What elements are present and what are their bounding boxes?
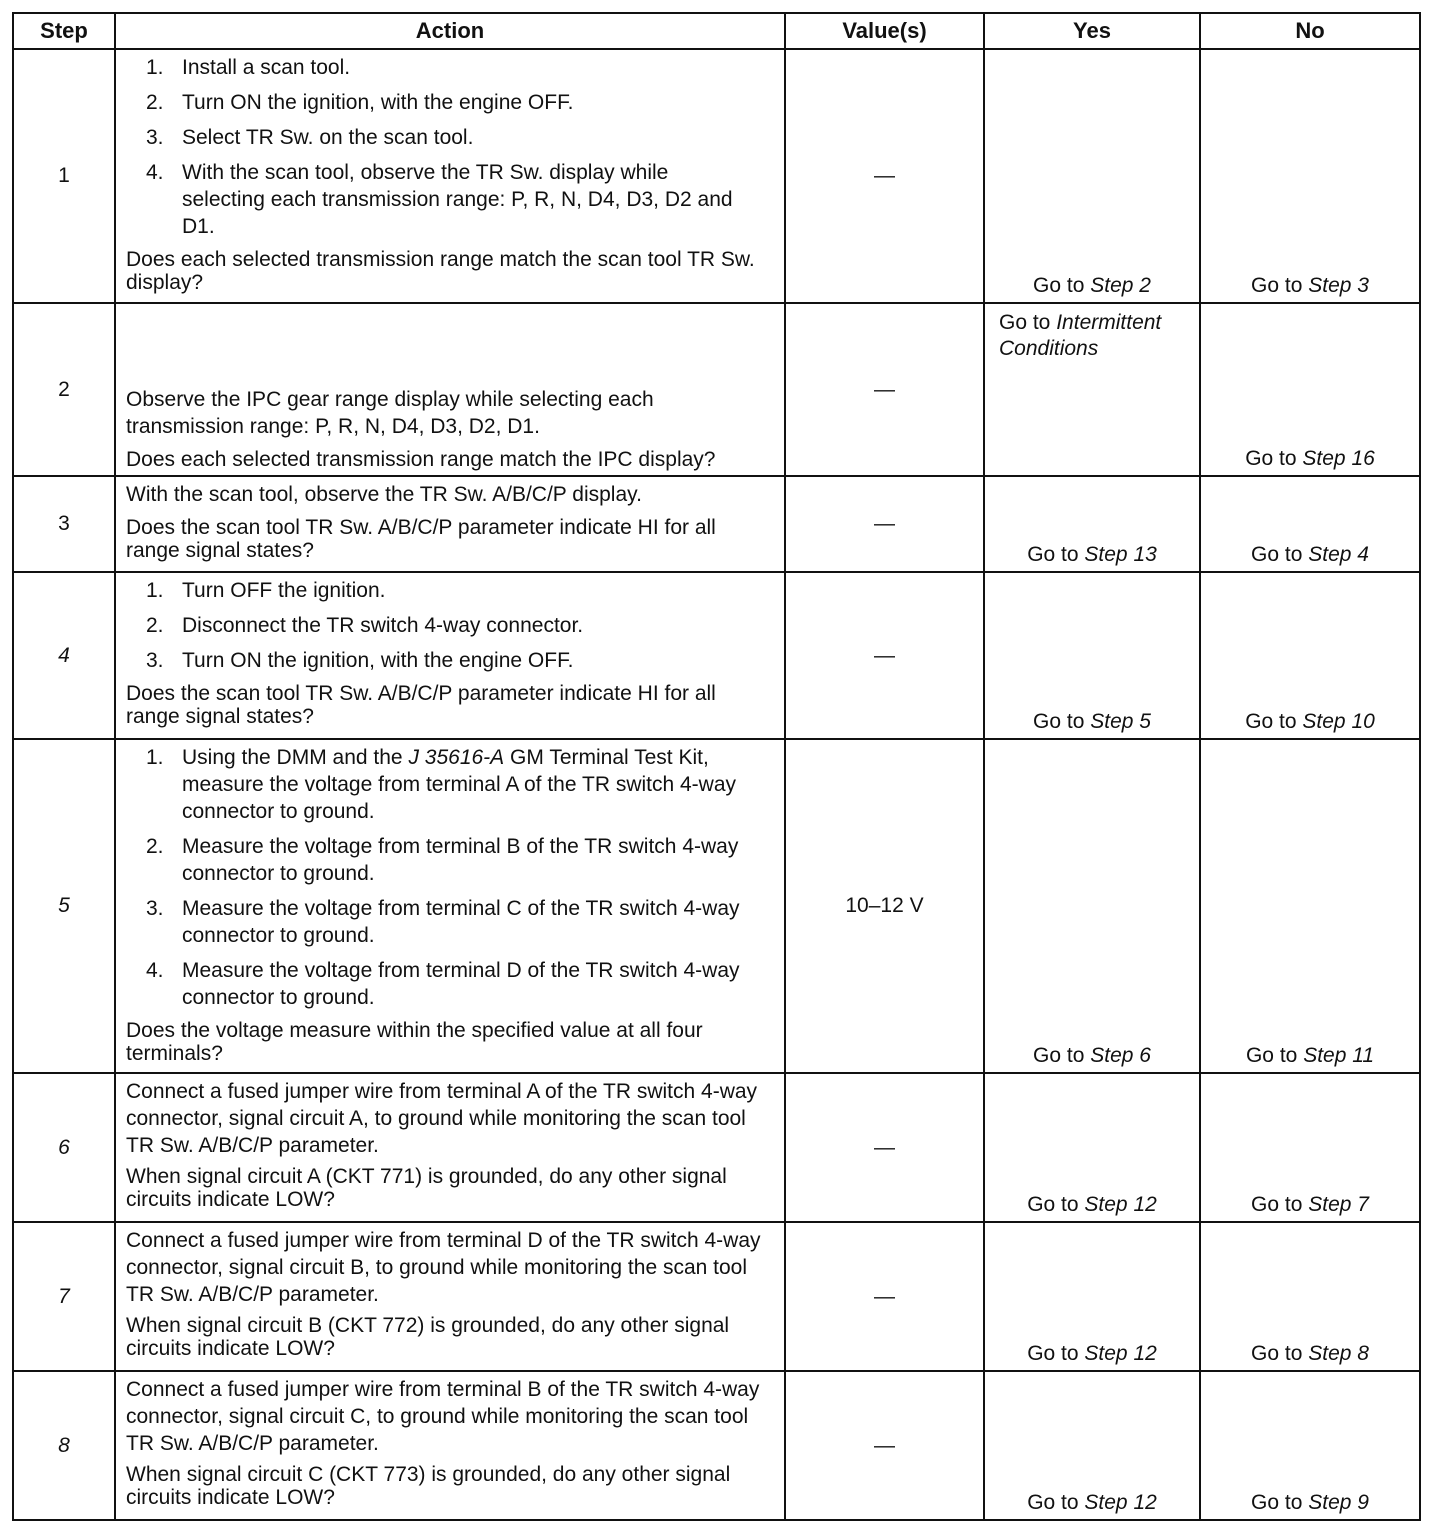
yes-cell: Go to Step 6	[984, 739, 1200, 1073]
value-cell: —	[785, 476, 984, 572]
table-row	[13, 739, 1420, 1073]
action-cell	[115, 572, 785, 739]
action-question: When signal circuit C (CKT 773) is grounded, do any other signal circuits indicate LOW?	[126, 1463, 731, 1509]
no-cell: Go to Step 3	[1200, 49, 1420, 303]
no-cell: Go to Step 9	[1200, 1371, 1420, 1520]
header-yes: Yes	[984, 13, 1200, 49]
action-cell	[115, 1222, 785, 1371]
action-item: 4. Measure the voltage from terminal D of the TR switch 4-way connector to ground.	[146, 959, 740, 1009]
value-cell: 10–12 V	[785, 739, 984, 1073]
action-question: Does each selected transmission range match the IPC display?	[126, 448, 716, 471]
value-cell: —	[785, 1073, 984, 1222]
action-paragraph: With the scan tool, observe the TR Sw. A/B/C/P display.	[126, 483, 642, 506]
step-number: 8	[13, 1371, 115, 1520]
step-number: 1	[13, 49, 115, 303]
header-values: Value(s)	[785, 13, 984, 49]
step-reference: Step 4	[1308, 543, 1369, 566]
step-reference: Step 12	[1084, 1193, 1157, 1216]
action-item: 2. Measure the voltage from terminal B of the TR switch 4-way connector to ground.	[146, 835, 739, 885]
header-no: No	[1200, 13, 1420, 49]
step-reference: Step 3	[1308, 274, 1369, 297]
no-cell: Go to Step 16	[1200, 303, 1420, 476]
step-reference: Step 9	[1308, 1491, 1369, 1514]
yes-cell: Go to Step 12	[984, 1073, 1200, 1222]
action-paragraph: Observe the IPC gear range display while selecting each transmission range: P, R, N, D4, D3, D2, D1.	[126, 388, 654, 438]
action-item: 2. Turn ON the ignition, with the engine OFF.	[146, 91, 574, 114]
step-reference: Intermittent Conditions	[999, 311, 1162, 360]
no-cell: Go to Step 7	[1200, 1073, 1420, 1222]
action-question: Does the scan tool TR Sw. A/B/C/P parameter indicate HI for all range signal states?	[126, 682, 716, 728]
yes-cell: Go to Step 5	[984, 572, 1200, 739]
action-item: 3. Turn ON the ignition, with the engine OFF.	[146, 649, 574, 672]
step-number: 2	[13, 303, 115, 476]
step-number: 7	[13, 1222, 115, 1371]
diagnostic-table	[12, 12, 1421, 1521]
step-reference: Step 7	[1308, 1193, 1369, 1216]
action-cell	[115, 303, 785, 476]
action-paragraph: Connect a fused jumper wire from terminal D of the TR switch 4-way connector, signal circuit B, to ground while monitoring the scan tool TR Sw. A/B/C/P parameter.	[126, 1229, 761, 1306]
yes-cell: Go to Intermittent Conditions	[984, 303, 1200, 476]
step-number: 5	[13, 739, 115, 1073]
step-reference: Step 12	[1084, 1491, 1157, 1514]
table-row	[13, 1073, 1420, 1222]
action-cell	[115, 476, 785, 572]
no-cell: Go to Step 10	[1200, 572, 1420, 739]
step-reference: Step 12	[1084, 1342, 1157, 1365]
table-row	[13, 49, 1420, 303]
action-question: When signal circuit B (CKT 772) is grounded, do any other signal circuits indicate LOW?	[126, 1314, 730, 1360]
step-reference: Step 5	[1090, 710, 1151, 733]
table-row	[13, 572, 1420, 739]
action-item: 2. Disconnect the TR switch 4-way connector.	[146, 614, 584, 637]
table-row	[13, 476, 1420, 572]
action-item: 3. Select TR Sw. on the scan tool.	[146, 126, 474, 149]
step-reference: Step 16	[1302, 447, 1375, 470]
value-cell: —	[785, 1222, 984, 1371]
step-reference: Step 11	[1303, 1044, 1375, 1067]
action-question: Does the scan tool TR Sw. A/B/C/P parameter indicate HI for all range signal states?	[126, 516, 716, 562]
step-reference: Step 2	[1090, 274, 1151, 297]
step-reference: Step 13	[1084, 543, 1157, 566]
value-cell: —	[785, 49, 984, 303]
no-cell: Go to Step 11	[1200, 739, 1420, 1073]
header-action: Action	[115, 13, 785, 49]
yes-cell: Go to Step 13	[984, 476, 1200, 572]
header-step: Step	[13, 13, 115, 49]
action-cell	[115, 739, 785, 1073]
step-reference: Step 6	[1090, 1044, 1151, 1067]
action-cell	[115, 1371, 785, 1520]
action-cell	[115, 1073, 785, 1222]
step-reference: Step 8	[1308, 1342, 1369, 1365]
action-paragraph: Connect a fused jumper wire from terminal A of the TR switch 4-way connector, signal circuit A, to ground while monitoring the scan tool TR Sw. A/B/C/P parameter.	[126, 1080, 758, 1157]
action-item: 4. With the scan tool, observe the TR Sw. display while selecting each transmission range: P, R, N, D4, D3, D2 and D1.	[146, 161, 733, 238]
yes-cell: Go to Step 12	[984, 1222, 1200, 1371]
action-cell	[115, 49, 785, 303]
step-number: 3	[13, 476, 115, 572]
action-item: 1. Using the DMM and the J 35616-A GM Terminal Test Kit, measure the voltage from terminal A of the TR switch 4-way connector to ground.	[146, 746, 737, 823]
action-question: Does the voltage measure within the specified value at all four terminals?	[126, 1019, 703, 1065]
action-item: 3. Measure the voltage from terminal C of the TR switch 4-way connector to ground.	[146, 897, 740, 947]
no-cell: Go to Step 4	[1200, 476, 1420, 572]
step-number: 6	[13, 1073, 115, 1222]
tool-reference: J 35616-A	[408, 746, 505, 769]
yes-cell: Go to Step 2	[984, 49, 1200, 303]
value-cell: —	[785, 1371, 984, 1520]
action-paragraph: Connect a fused jumper wire from terminal B of the TR switch 4-way connector, signal circuit C, to ground while monitoring the scan tool TR Sw. A/B/C/P parameter.	[126, 1378, 760, 1455]
table-row	[13, 303, 1420, 476]
header-row	[13, 13, 1420, 49]
value-cell: —	[785, 303, 984, 476]
yes-cell: Go to Step 12	[984, 1371, 1200, 1520]
no-cell: Go to Step 8	[1200, 1222, 1420, 1371]
table-row	[13, 1222, 1420, 1371]
action-question: When signal circuit A (CKT 771) is grounded, do any other signal circuits indicate LOW?	[126, 1165, 727, 1211]
table-row	[13, 1371, 1420, 1520]
step-number: 4	[13, 572, 115, 739]
step-reference: Step 10	[1302, 710, 1375, 733]
action-question: Does each selected transmission range match the scan tool TR Sw. display?	[126, 248, 755, 294]
value-cell: —	[785, 572, 984, 739]
action-item: 1. Turn OFF the ignition.	[146, 579, 386, 602]
action-item: 1. Install a scan tool.	[146, 56, 351, 79]
